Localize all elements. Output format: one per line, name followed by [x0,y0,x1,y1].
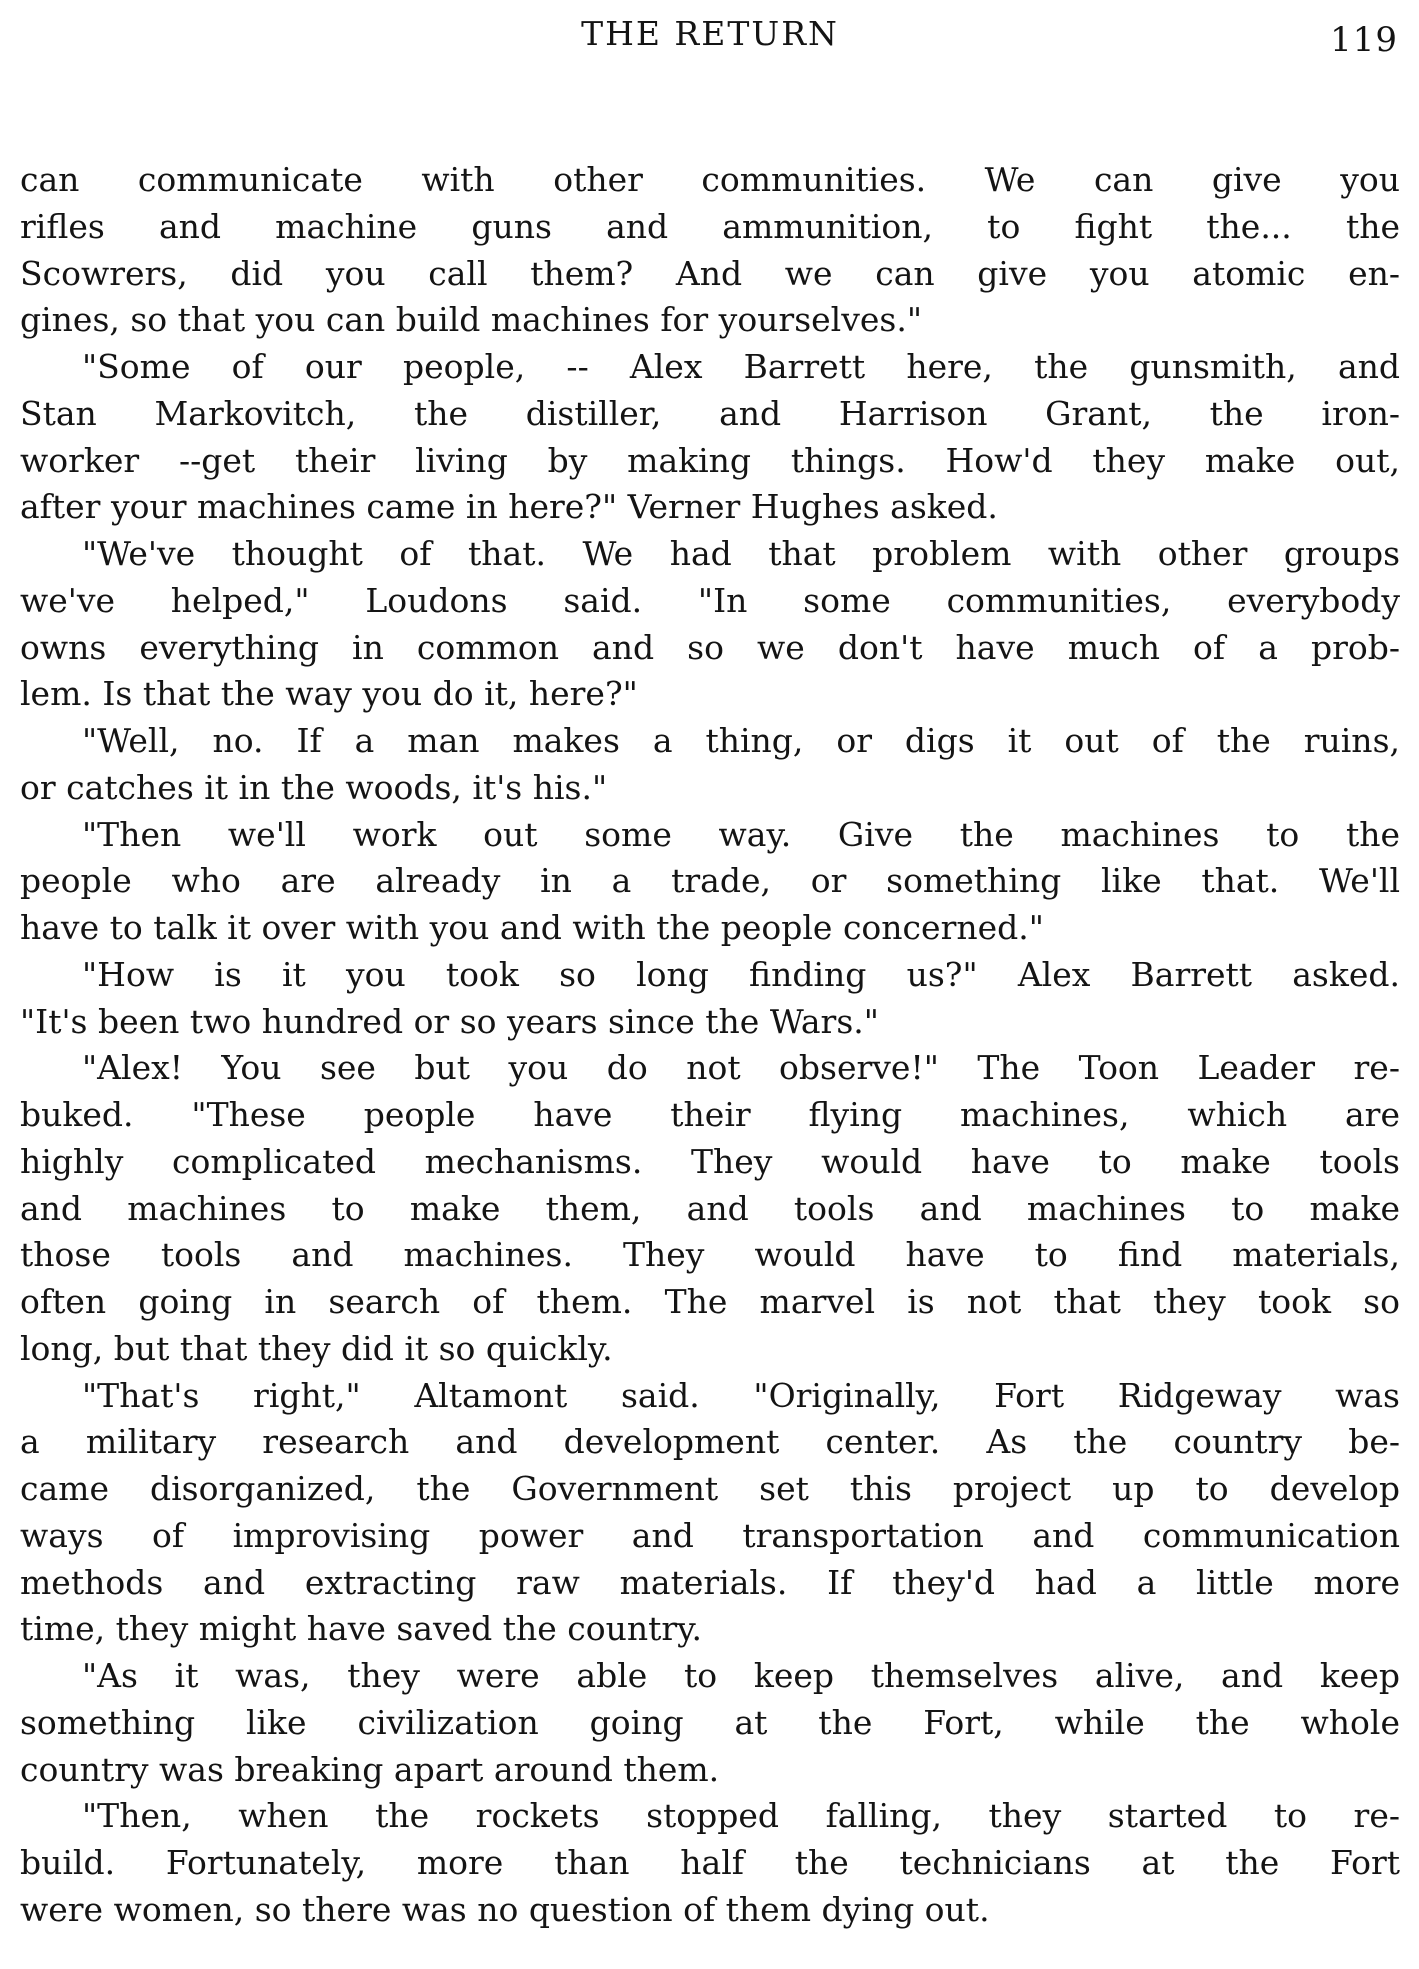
text-line: worker --get their living by making things. How'd they make out, [20,440,1400,480]
text-line: people who are already in a trade, or something like that. We'll [20,861,1400,901]
text-line: we've helped," Loudons said. "In some communities, everybody [20,580,1400,620]
text-line: country was breaking apart around them. [20,1749,720,1789]
text-line: were women, so there was no question of them dying out. [20,1889,990,1929]
text-line: "Some of our people, -- Alex Barrett here, the gunsmith, and [82,347,1400,386]
text-line: "How is it you took so long finding us?" Alex Barrett asked. [82,954,1400,994]
text-line: lem. Is that the way you do it, here?" [20,674,638,714]
text-line: a military research and development center. As the country be- [20,1422,1400,1462]
text-line: rifles and machine guns and ammunition, to fight the... the [20,206,1400,246]
text-line: have to talk it over with you and with the people concerned." [20,908,1044,947]
text-line: "Well, no. If a man makes a thing, or digs it out of the ruins, [82,721,1400,760]
text-line: "We've thought of that. We had that problem with other groups [82,534,1400,573]
running-title: THE RETURN [581,14,839,53]
text-line: Scowrers, did you call them? And we can give you atomic en- [20,253,1400,293]
body-text [20,157,1400,1934]
text-line: owns everything in common and so we don't have much of a prob- [20,627,1400,667]
text-line: ways of improvising power and transportation and communication [20,1515,1400,1555]
text-line: "As it was, they were able to keep themselves alive, and keep [82,1656,1400,1695]
text-line: something like civilization going at the Fort, while the whole [20,1702,1400,1742]
text-line: after your machines came in here?" Verner Hughes asked. [20,487,998,527]
text-line: build. Fortunately, more than half the technicians at the Fort [20,1843,1400,1882]
text-line: or catches it in the woods, it's his." [20,767,608,807]
text-line: often going in search of them. The marvel is not that they took so [20,1282,1400,1321]
text-line: gines, so that you can build machines for yourselves." [20,300,923,340]
text-line: came disorganized, the Government set this project up to develop [20,1469,1400,1508]
text-line: "That's right," Altamont said. "Originally, Fort Ridgeway was [82,1375,1400,1415]
text-line: can communicate with other communities. We can give you [20,160,1400,199]
text-line: and machines to make them, and tools and machines to make [20,1188,1400,1228]
text-line: Stan Markovitch, the distiller, and Harrison Grant, the iron- [20,393,1400,433]
running-head [20,14,1400,60]
text-line: those tools and machines. They would have to find materials, [20,1235,1400,1275]
text-line: "It's been two hundred or so years since the Wars." [20,1001,879,1041]
text-line: "Alex! You see but you do not observe!" The Toon Leader re- [82,1048,1400,1088]
text-line: long, but that they did it so quickly. [20,1328,613,1368]
text-line: "Then, when the rockets stopped falling, they started to re- [82,1796,1400,1836]
text-line: highly complicated mechanisms. They would have to make tools [20,1141,1400,1181]
page-number: 119 [1330,20,1398,60]
text-line: "Then we'll work out some way. Give the machines to the [82,814,1400,854]
text-line: methods and extracting raw materials. If they'd had a little more [20,1562,1400,1602]
text-line: time, they might have saved the country. [20,1609,702,1649]
text-line: buked. "These people have their flying machines, which are [20,1095,1400,1134]
